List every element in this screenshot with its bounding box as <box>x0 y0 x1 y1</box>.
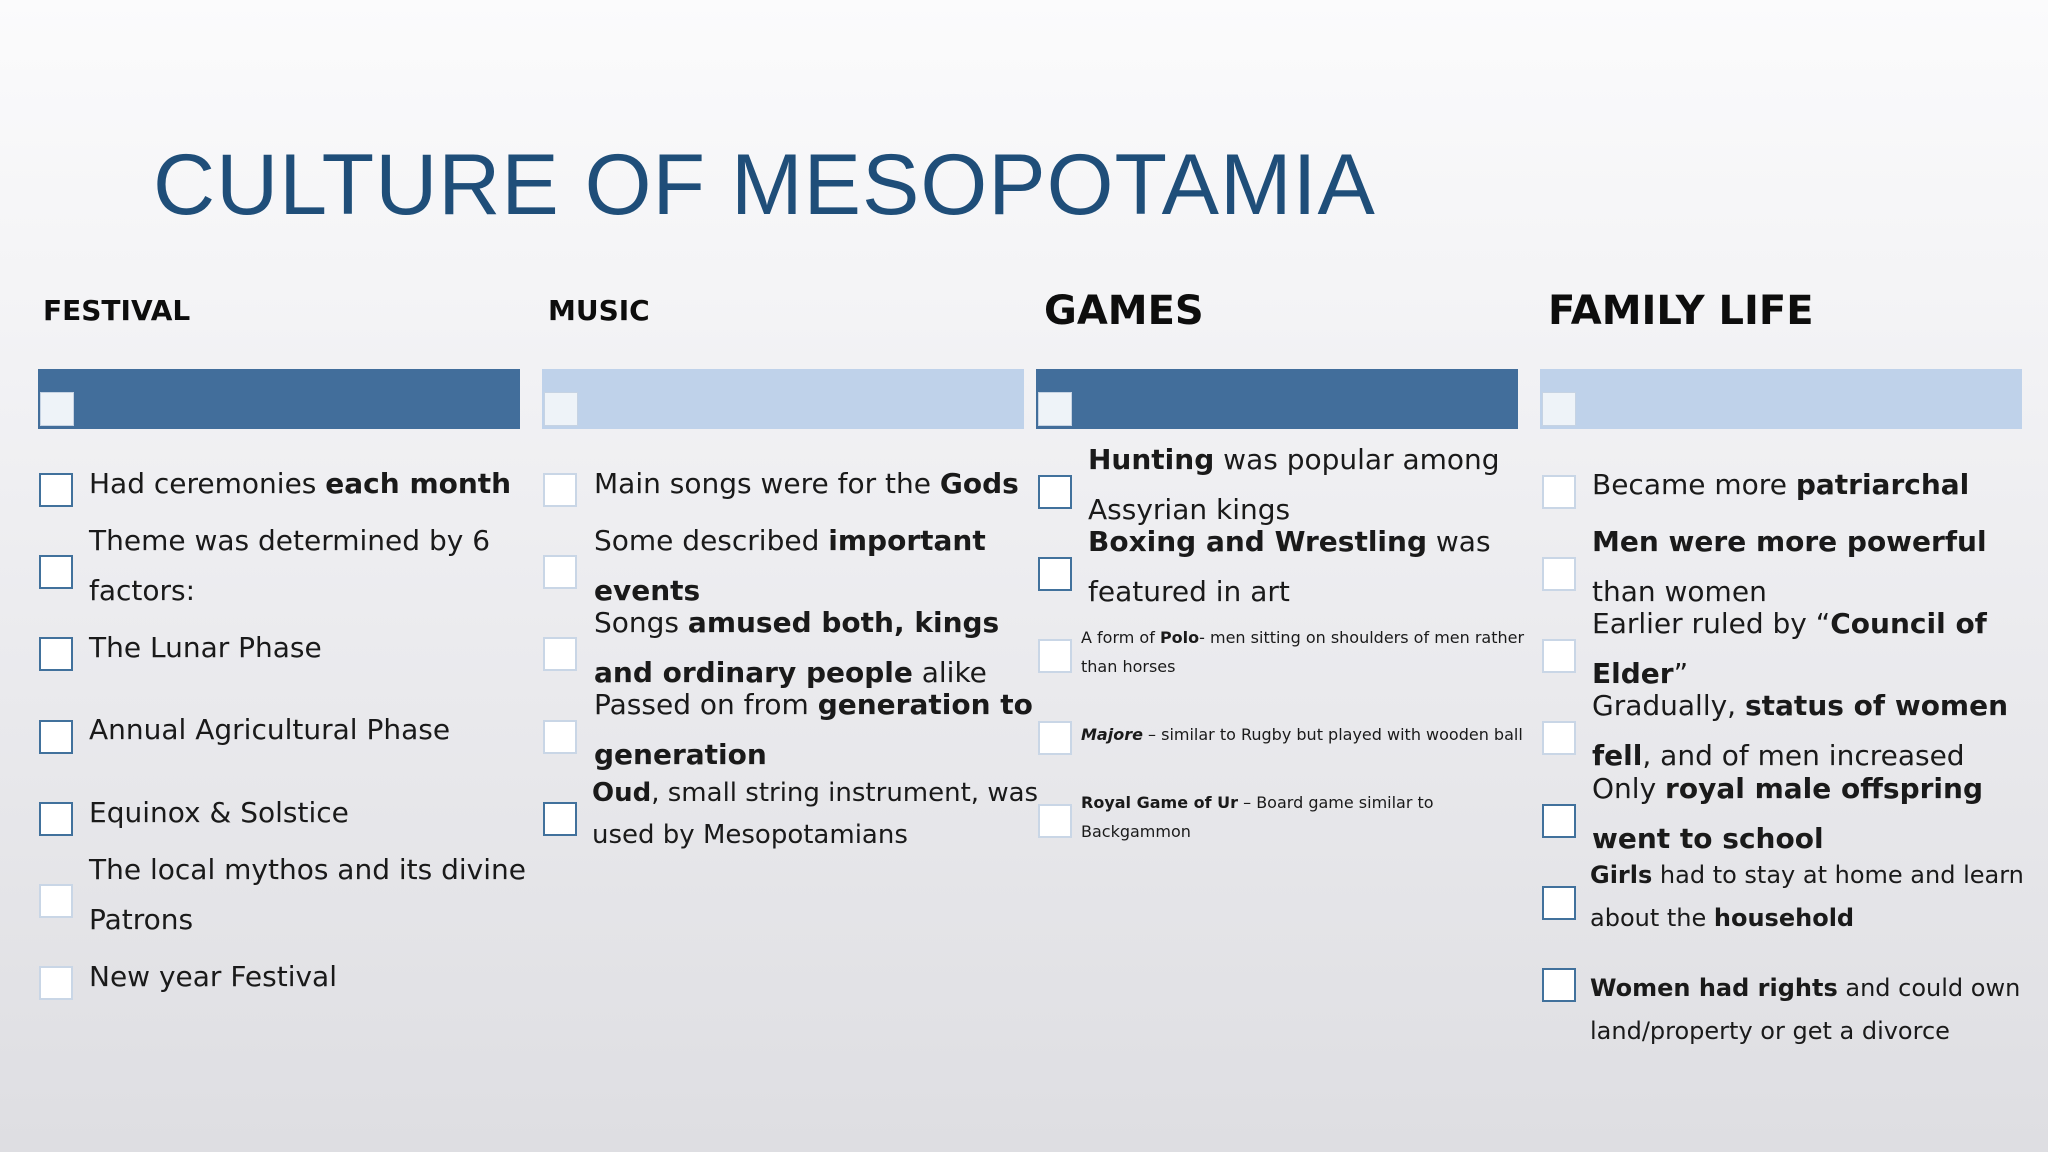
text-run: Some described <box>594 524 829 557</box>
item-text <box>1592 681 2008 731</box>
text-run: - men sitting on shoulders of men rather <box>1199 628 1525 647</box>
checkbox[interactable] <box>1038 639 1072 673</box>
item-text <box>1088 517 1491 567</box>
item-text <box>1590 854 2024 897</box>
item-text <box>1081 623 1524 652</box>
checkbox[interactable] <box>1542 721 1576 755</box>
checkbox[interactable] <box>39 966 73 1000</box>
text-run: had to stay at home and learn <box>1652 861 2024 889</box>
item-text: Theme was determined by 6 <box>89 524 491 557</box>
item-text <box>594 459 1019 509</box>
text-bold: Oud <box>592 778 652 808</box>
text-bold: royal male offspring <box>1665 772 1983 805</box>
checkbox[interactable] <box>39 637 73 671</box>
text-bold: generation to <box>817 688 1033 721</box>
checkbox[interactable] <box>1038 804 1072 838</box>
text-run: , and of men increased <box>1642 739 1965 772</box>
text-run: Passed on from <box>594 688 818 721</box>
family-header-bar <box>1540 369 2022 429</box>
heading-family-life: FAMILY LIFE <box>1548 288 1814 334</box>
text-bold: patriarchal <box>1795 468 1970 501</box>
header-checkbox[interactable] <box>40 392 74 426</box>
text-bold: Royal Game of Ur <box>1081 793 1239 812</box>
text-bold: fell <box>1592 739 1643 772</box>
text-bold: household <box>1713 904 1855 932</box>
text-run: Gradually, <box>1592 689 1745 722</box>
checkbox[interactable] <box>543 473 577 507</box>
heading-games: GAMES <box>1044 288 1204 334</box>
text-bold: Elder <box>1592 657 1674 690</box>
item-text-line2: land/property or get a divorce <box>1590 1017 1950 1045</box>
slide-title: CULTURE OF MESOPOTAMIA <box>153 137 1376 233</box>
text-bold: amused both, kings <box>687 606 1000 639</box>
item-text <box>592 772 1038 814</box>
text-run: Only <box>1592 772 1666 805</box>
checkbox[interactable] <box>1542 804 1576 838</box>
text-bold: went to school <box>1592 822 1824 855</box>
item-text <box>594 516 986 566</box>
item-text: The local mythos and its divine <box>89 853 527 886</box>
checkbox[interactable] <box>1542 557 1576 591</box>
item-text <box>1592 460 1969 510</box>
heading-festival: FESTIVAL <box>43 294 191 327</box>
text-bold: each month <box>325 467 512 500</box>
text-bold: Polo <box>1159 628 1200 647</box>
checkbox[interactable] <box>543 720 577 754</box>
text-bold: Men were more powerful <box>1592 525 1987 558</box>
text-run: Songs <box>594 606 688 639</box>
item-text-line2: used by Mesopotamians <box>592 820 908 850</box>
item-text <box>1590 967 2020 1010</box>
text-run: about the <box>1590 904 1714 932</box>
item-text: Annual Agricultural Phase <box>89 713 451 746</box>
checkbox[interactable] <box>1542 886 1576 920</box>
text-run: alike <box>912 656 987 689</box>
text-run: was <box>1427 525 1491 558</box>
item-text: New year Festival <box>89 960 337 993</box>
header-checkbox[interactable] <box>544 392 578 426</box>
item-text: The Lunar Phase <box>89 631 322 664</box>
checkbox[interactable] <box>1038 557 1072 591</box>
text-bold: and ordinary people <box>594 656 913 689</box>
item-text-line2: Assyrian kings <box>1088 493 1291 526</box>
item-text <box>1592 599 1987 649</box>
text-run: was popular among <box>1214 443 1500 476</box>
item-text <box>1592 517 1987 567</box>
text-bold: Hunting <box>1088 443 1215 476</box>
checkbox[interactable] <box>1038 721 1072 755</box>
header-checkbox[interactable] <box>1038 392 1072 426</box>
header-checkbox[interactable] <box>1542 392 1576 426</box>
text-run: Main songs were for the <box>594 467 940 500</box>
games-header-bar <box>1036 369 1518 429</box>
text-bold: events <box>594 574 701 607</box>
checkbox[interactable] <box>39 473 73 507</box>
checkbox[interactable] <box>39 884 73 918</box>
item-text <box>1081 788 1434 817</box>
text-bold: important <box>828 524 986 557</box>
text-run: – Board game similar to <box>1238 793 1434 812</box>
checkbox[interactable] <box>39 555 73 589</box>
item-text-line2 <box>1590 897 1854 940</box>
text-run: Had ceremonies <box>89 467 326 500</box>
item-text-line2: featured in art <box>1088 575 1290 608</box>
item-text <box>1592 764 1983 814</box>
text-run: and could own <box>1837 974 2021 1002</box>
checkbox[interactable] <box>1542 968 1576 1002</box>
text-run: Earlier ruled by “ <box>1592 607 1831 640</box>
text-run: A form of <box>1081 628 1160 647</box>
heading-music: MUSIC <box>548 294 650 327</box>
festival-header-bar <box>38 369 520 429</box>
text-bold: Council of <box>1830 607 1987 640</box>
item-text <box>1088 435 1500 485</box>
text-run: , small string instrument, was <box>651 778 1039 808</box>
checkbox[interactable] <box>1038 475 1072 509</box>
text-bold: Boxing and Wrestling <box>1088 525 1427 558</box>
text-run: – similar to Rugby but played with wooden ball <box>1142 725 1523 744</box>
text-bold: status of women <box>1744 689 2009 722</box>
text-bold: generation <box>594 738 767 771</box>
checkbox[interactable] <box>39 802 73 836</box>
text-bold: Women had rights <box>1590 974 1838 1002</box>
checkbox[interactable] <box>543 802 577 836</box>
item-text-line2: Patrons <box>89 903 194 936</box>
text-bold: Gods <box>939 467 1019 500</box>
music-header-bar <box>542 369 1024 429</box>
text-run: ” <box>1673 657 1689 690</box>
item-text <box>594 680 1033 730</box>
item-text <box>89 459 511 509</box>
item-text-line2: factors: <box>89 574 196 607</box>
text-bold: Girls <box>1590 861 1653 889</box>
item-text: Equinox & Solstice <box>89 796 349 829</box>
text-bold-italic: Majore <box>1081 725 1143 744</box>
checkbox[interactable] <box>543 555 577 589</box>
text-run: Became more <box>1592 468 1796 501</box>
checkbox[interactable] <box>1542 475 1576 509</box>
item-text-line2: than horses <box>1081 657 1176 676</box>
checkbox[interactable] <box>1542 639 1576 673</box>
checkbox[interactable] <box>39 720 73 754</box>
item-text <box>1081 720 1523 749</box>
item-text-line2: than women <box>1592 575 1767 608</box>
checkbox[interactable] <box>543 637 577 671</box>
item-text-line2: Backgammon <box>1081 822 1191 841</box>
item-text <box>594 598 999 648</box>
